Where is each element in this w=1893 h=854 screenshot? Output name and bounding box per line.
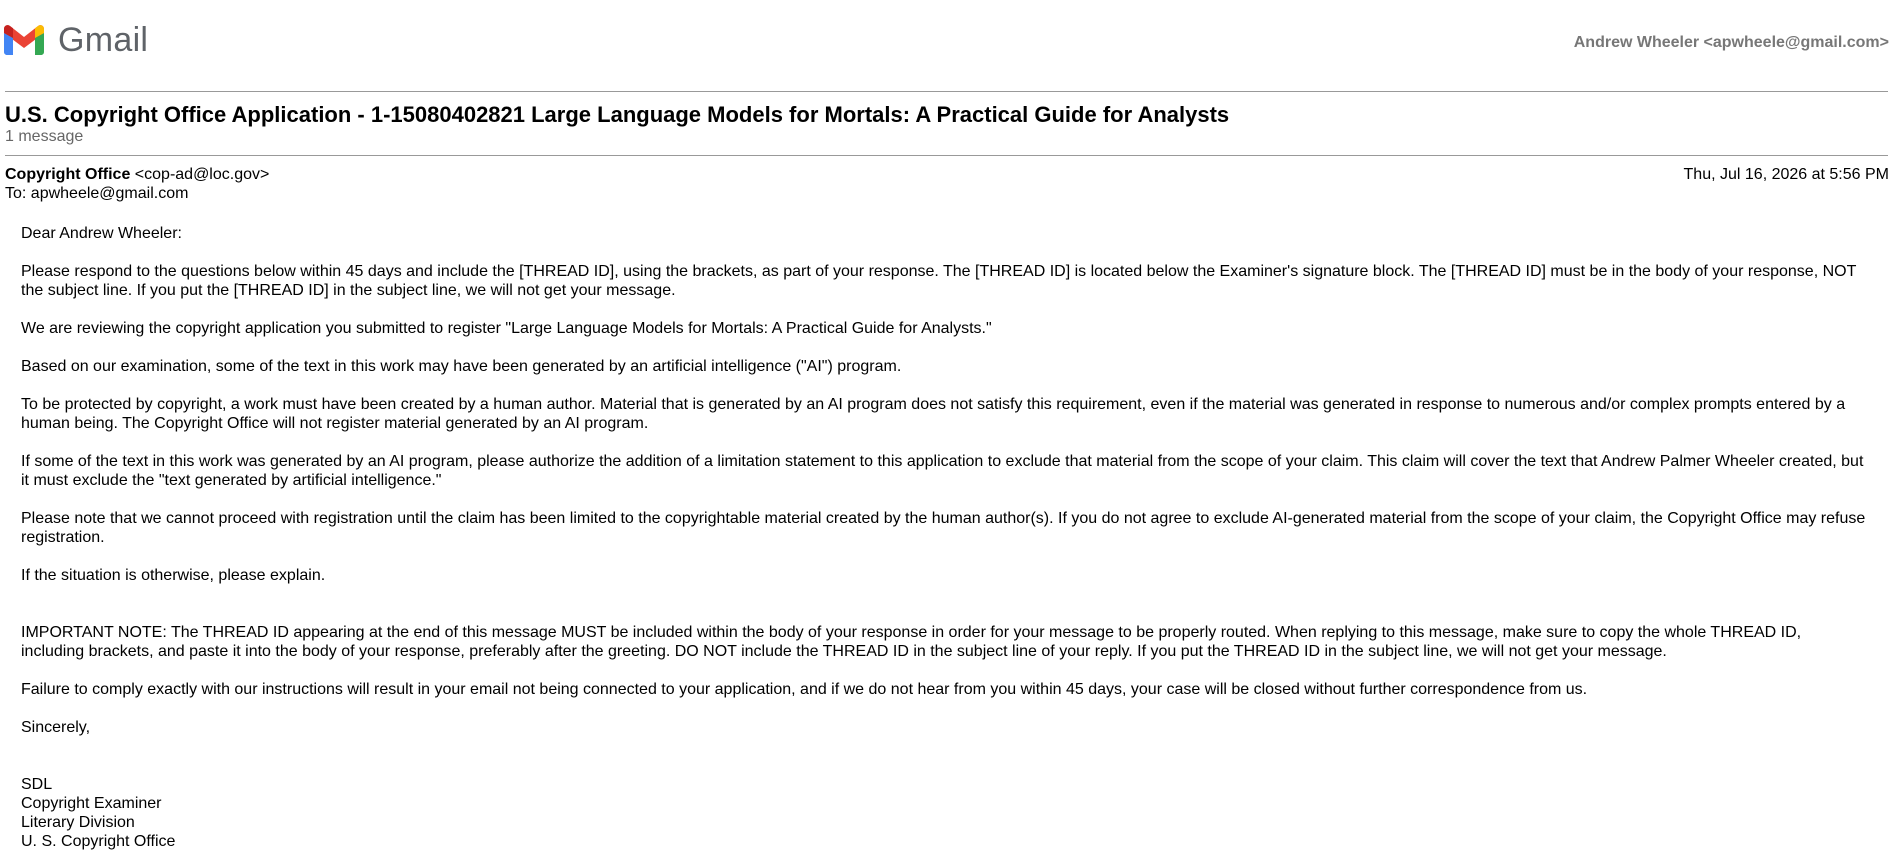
message-body bbox=[21, 224, 1866, 851]
important-note: IMPORTANT NOTE: The THREAD ID appearing at the end of this message MUST be included within the body of your response in order for your message to be properly routed. When replying to this message, make sure to copy the whole THREAD ID, including brackets, and paste it into the body of your response, preferably after the greeting. DO NOT include the THREAD ID in the subject line of your reply. If you put the THREAD ID in the subject line, we will not get your message. bbox=[21, 624, 1802, 660]
gmail-m-icon bbox=[4, 25, 44, 55]
paragraph: If some of the text in this work was generated by an AI program, please authorize the addition of a limitation statement to this application to exclude that material from the scope of your claim. This claim will cover the text that Andrew Palmer Wheeler created, but it must exclude the "text generated by artificial intelligence." bbox=[21, 453, 1864, 489]
thread-subject: U.S. Copyright Office Application - 1-15080402821 Large Language Models for Mortals: A Practical Guide for Analysts bbox=[5, 102, 1230, 127]
paragraph: Please respond to the questions below within 45 days and include the [THREAD ID], using the brackets, as part of your response. The [THREAD ID] is located below the Examiner's signature block. The [THREAD ID] must be in the body of your response, NOT the subject line. If you put the [THREAD ID] in the subject line, we will not get your message. bbox=[21, 263, 1857, 299]
divider bbox=[5, 155, 1888, 156]
sender bbox=[5, 165, 269, 184]
gmail-wordmark: Gmail bbox=[58, 20, 149, 59]
recipient: To: apwheele@gmail.com bbox=[5, 185, 189, 202]
header bbox=[0, 0, 1893, 88]
message-count: 1 message bbox=[5, 128, 84, 145]
closing: Sincerely, bbox=[21, 719, 91, 736]
signature-line: Literary Division bbox=[21, 814, 135, 831]
failure-note: Failure to comply exactly with our instructions will result in your email not being connected to your application, and if we do not hear from you within 45 days, your case will be closed without further correspondence from us. bbox=[21, 681, 1588, 698]
signature-line: SDL bbox=[21, 776, 53, 793]
gmail-logo bbox=[4, 18, 148, 62]
paragraph: To be protected by copyright, a work must have been created by a human author. Material that is generated by an AI program does not satisfy this requirement, even if the material was generated in response to numerous and/or complex prompts entered by a human being. The Copyright Office will not register material generated by an AI program. bbox=[21, 396, 1846, 432]
divider bbox=[5, 91, 1888, 92]
paragraph: If the situation is otherwise, please explain. bbox=[21, 567, 326, 584]
signature-block bbox=[21, 775, 1866, 851]
greeting: Dear Andrew Wheeler: bbox=[21, 225, 182, 242]
paragraph: We are reviewing the copyright application you submitted to register "Large Language Models for Mortals: A Practical Guide for Analysts." bbox=[21, 320, 992, 337]
account-label: Andrew Wheeler <apwheele@gmail.com> bbox=[1573, 34, 1889, 51]
message-date: Thu, Jul 16, 2026 at 5:56 PM bbox=[1683, 166, 1889, 183]
sender-email[interactable]: <cop-ad@loc.gov> bbox=[134, 166, 270, 183]
paragraph: Please note that we cannot proceed with registration until the claim has been limited to the copyrightable material created by the human author(s). If you do not agree to exclude AI-generated material from the scope of your claim, the Copyright Office may refuse registration. bbox=[21, 510, 1866, 546]
signature-line: U. S. Copyright Office bbox=[21, 833, 176, 850]
spacer bbox=[21, 604, 1866, 623]
signature-line: Copyright Examiner bbox=[21, 795, 162, 812]
paragraph: Based on our examination, some of the text in this work may have been generated by an artificial intelligence ("AI") program. bbox=[21, 358, 902, 375]
spacer bbox=[21, 756, 1866, 775]
sender-name: Copyright Office bbox=[5, 166, 131, 183]
